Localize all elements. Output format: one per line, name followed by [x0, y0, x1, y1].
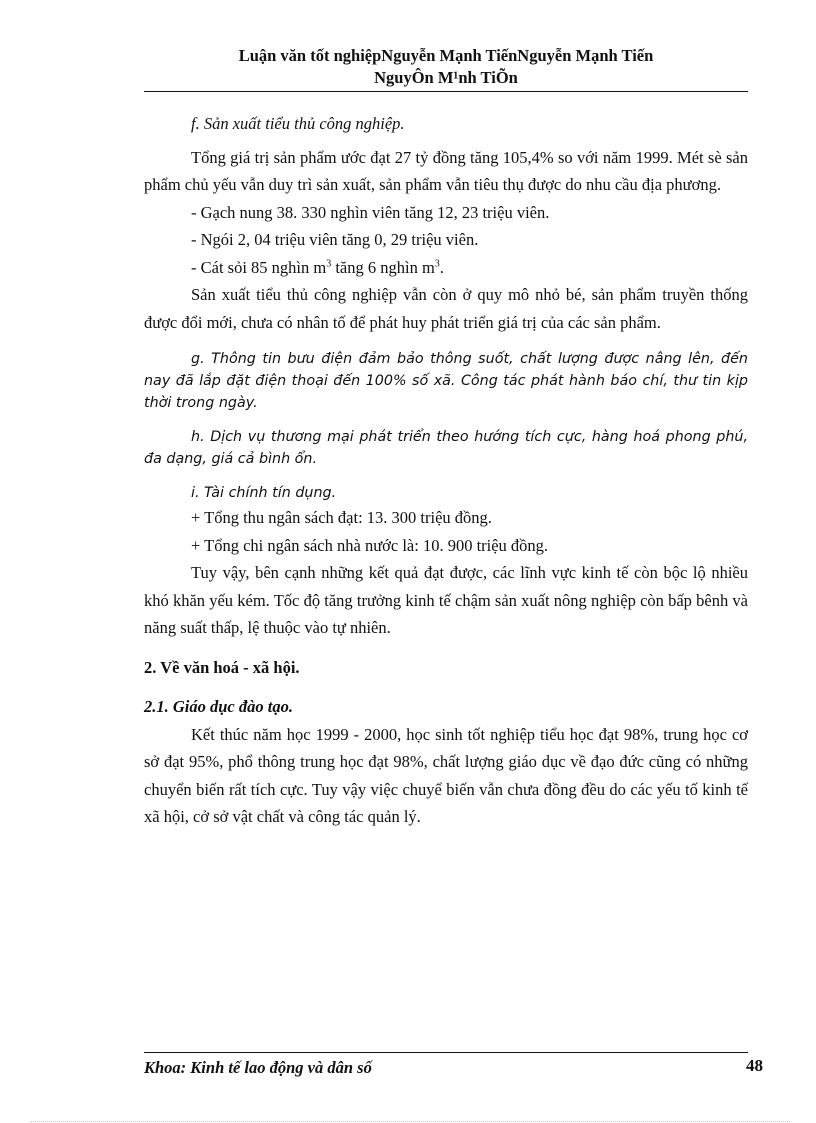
header-title-line1: Luận văn tốt nghiệpNguyễn Mạnh TiếnNguyễn Mạnh Tiến: [238, 46, 654, 65]
sand-gravel-text-b: tăng 6 nghìn m: [331, 257, 435, 277]
budget-revenue-item: + Tổng thu ngân sách đạt: 13. 300 triệu đồng.: [191, 508, 492, 527]
list-item-tiles: - Ngói 2, 04 triệu viên tăng 0, 29 triệu viên.: [191, 230, 479, 249]
section-f-paragraph-1: Tổng giá trị sản phẩm ước đạt 27 tỷ đồng tăng 105,4% so với năm 1999. Mét sè sản phẩm chủ yếu vẫn duy trì sản xuất, sản phẩm vẫn tiêu thụ được do nhu cầu địa phương.: [144, 147, 748, 194]
header-title-line2: NguyÔn M¹nh TiÕn: [374, 68, 518, 87]
sand-gravel-text-a: - Cát sỏi 85 nghìn m: [191, 257, 327, 277]
list-item-sand-gravel: [144, 254, 748, 282]
budget-spending-item: + Tổng chi ngân sách nhà nước là: 10. 900 triệu đồng.: [191, 535, 549, 555]
superscript-3a: 3: [326, 258, 332, 269]
page-edge-dotted-line: [30, 1121, 790, 1122]
summary-paragraph: Tuy vậy, bên cạnh những kết quả đạt được, các lĩnh vực kinh tế còn bộc lộ nhiều khó khăn yếu kém. Tốc độ tăng trưởng kinh tế chậm sản xuất nông nghiệp còn bấp bênh và năng suất thấp, lệ thuộc vào tự nhiên.: [144, 563, 748, 637]
superscript-3b: 3: [434, 258, 440, 269]
section-g-paragraph: g. Thông tin bưu điện đảm bảo thông suốt, chất lượng được nâng lên, đến nay đã lắp đặt điện thoại đến 100% số xã. Công tác phát hành báo chí, thư tin kịp thời trong ngày.: [144, 351, 748, 411]
footer-faculty: Khoa: Kinh tế lao động và dân số: [144, 1058, 372, 1077]
section-h-paragraph: h. Dịch vụ thương mại phát triển theo hướng tích cực, hàng hoá phong phú, đa dạng, giá cả bình ổn.: [144, 429, 748, 467]
list-item-bricks: - Gạch nung 38. 330 nghìn viên tăng 12, 23 triệu viên.: [191, 202, 550, 222]
section-f-paragraph-2: Sản xuất tiểu thủ công nghiệp vẫn còn ở quy mô nhỏ bé, sản phẩm truyền thống được đổi mới, chưa có nhân tố để phát huy phát triển giá trị của các sản phẩm.: [144, 285, 748, 332]
footer-divider: [144, 1052, 748, 1053]
section-2-1-heading: 2.1. Giáo dục đào tạo.: [144, 697, 293, 716]
header-divider: [144, 91, 748, 92]
sand-gravel-text-c: .: [439, 257, 444, 277]
section-2-heading: 2. Về văn hoá - xã hội.: [144, 657, 300, 677]
document-body: [144, 110, 748, 831]
section-i-heading: i. Tài chính tín dụng.: [191, 485, 337, 501]
page-header: [144, 45, 748, 89]
section-2-1-paragraph: Kết thúc năm học 1999 - 2000, học sinh tốt nghiệp tiểu học đạt 98%, trung học cơ sở đạt 95%, phổ thông trung học đạt 98%, chất lượng giáo dục về đạo đức cũng có những chuyển biến rất tích cực. Tuy vậy việc chuyể biến vẫn chưa đồng đều do các yếu tố kinh tế xã hội, cở sở vật chất và công tác quản lý.: [144, 724, 748, 826]
page-number: 48: [746, 1056, 763, 1075]
section-f-heading: f. Sản xuất tiểu thủ công nghiệp.: [191, 114, 405, 133]
